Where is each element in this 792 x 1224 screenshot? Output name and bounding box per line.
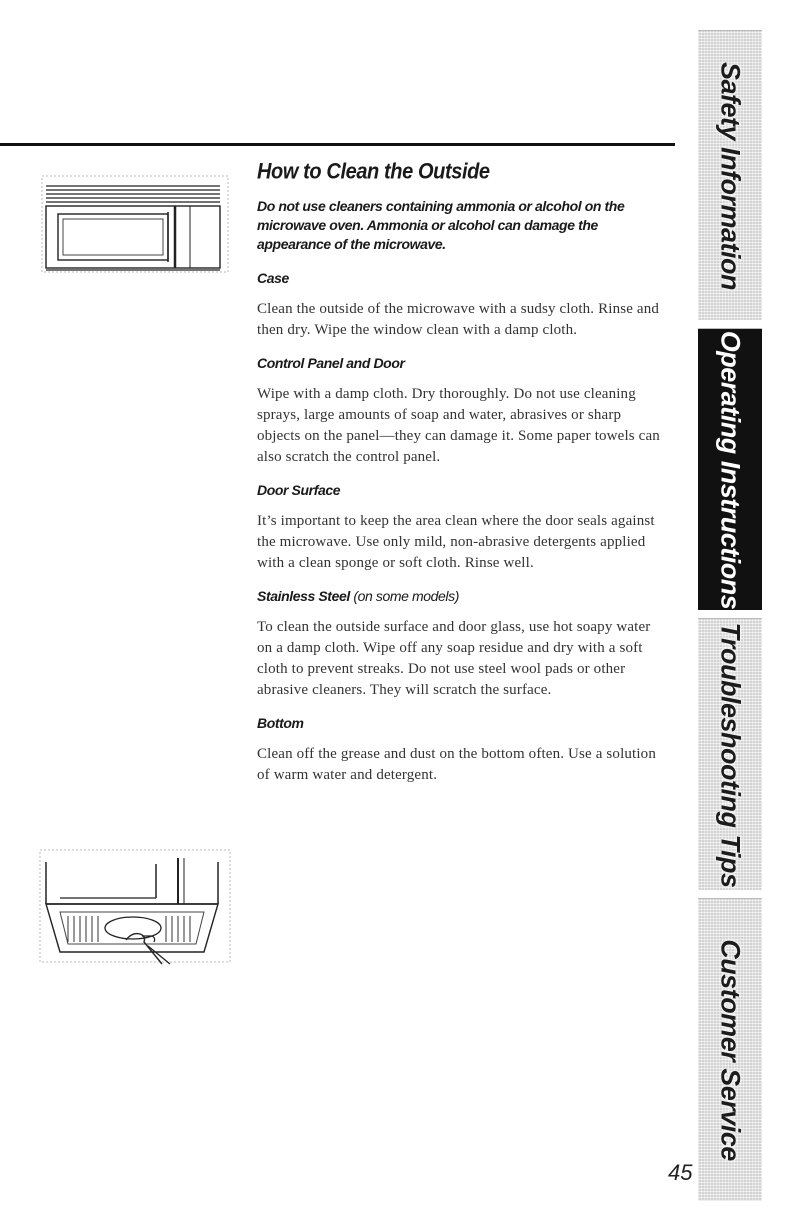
warning-text: Do not use cleaners containing ammonia or alcohol on the microwave oven. Ammonia or alcohol can damage the appearance of the microwave. (257, 198, 625, 252)
tab-divider (698, 610, 762, 618)
control-panel-heading: Control Panel and Door (257, 355, 405, 371)
case-body: Clean the outside of the microwave with a sudsy cloth. Rinse and then dry. Wipe the window clean with a damp cloth. (257, 301, 660, 338)
stainless-heading (257, 588, 662, 604)
page-title: How to Clean the Outside (257, 160, 490, 185)
tab-label: Customer Service (715, 939, 746, 1161)
tab-customer-service[interactable] (698, 898, 762, 1201)
tab-label: Troubleshooting Tips (715, 622, 746, 888)
tab-troubleshooting-tips[interactable] (698, 618, 762, 891)
microwave-front-illustration (40, 172, 230, 277)
bottom-heading: Bottom (257, 715, 304, 731)
tab-label: Safety Information (715, 61, 746, 291)
bottom-body: Clean off the grease and dust on the bottom often. Use a solution of warm water and detergent. (257, 746, 656, 783)
stainless-body: To clean the outside surface and door glass, use hot soapy water on a damp cloth. Wipe off any soap residue and dry with a soft cloth to prevent streaks. Do not use steel wool pads or other abrasive cleaners. They will scratch the surface. (257, 619, 651, 698)
tab-divider (698, 320, 762, 328)
tab-divider (698, 890, 762, 898)
tab-operating-instructions[interactable] (698, 328, 762, 611)
tab-label: Operating Instructions (715, 330, 746, 610)
microwave-bottom-illustration (38, 848, 233, 966)
door-surface-heading: Door Surface (257, 482, 341, 498)
header-rule (0, 143, 675, 146)
case-heading: Case (257, 270, 289, 286)
stainless-note: (on some models) (353, 588, 459, 604)
page-number: 45 (668, 1160, 693, 1185)
cleaning-instructions (257, 160, 662, 800)
control-panel-body: Wipe with a damp cloth. Dry thoroughly. Do not use cleaning sprays, large amounts of soap and water, abrasives or sharp objects on the panel—they can damage it. Some paper towels can also scratch the control panel. (257, 386, 660, 465)
door-surface-body: It’s important to keep the area clean where the door seals against the microwave. Use only mild, non-abrasive detergents applied with a clean sponge or soft cloth. Rinse well. (257, 513, 655, 571)
section-tabs (698, 0, 762, 1224)
tab-safety-information[interactable] (698, 30, 762, 321)
stainless-heading-text: Stainless Steel (257, 588, 350, 604)
